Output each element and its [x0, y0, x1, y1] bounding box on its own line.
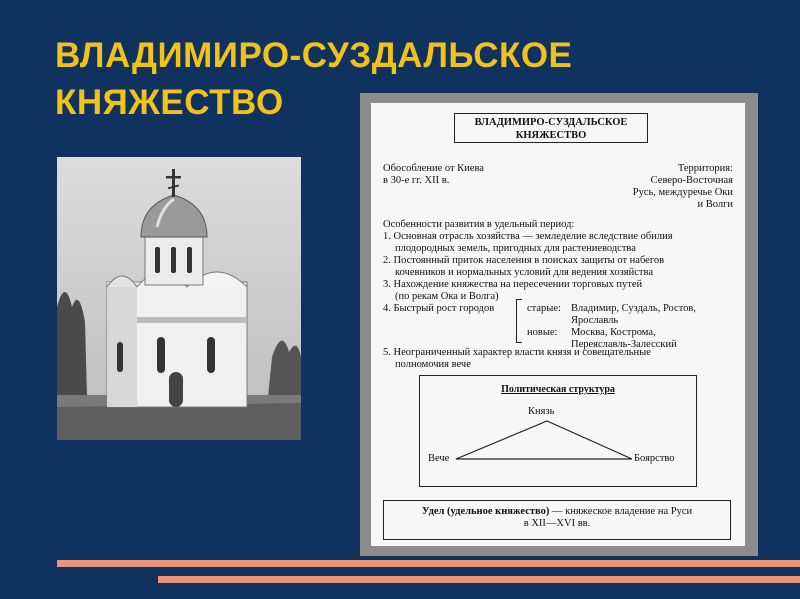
- territory-line-3: Русь, междуречье Оки: [632, 187, 733, 198]
- feature-4: 4. Быстрый рост городов: [383, 303, 495, 314]
- features-heading: Особенности развития в удельный период:: [383, 219, 575, 230]
- feature-3-line-1: 3. Нахождение княжества на пересечении торговых путей: [383, 279, 643, 290]
- territory-line-2: Северо-Восточная: [650, 175, 733, 186]
- new-cities-label: новые:: [527, 327, 558, 338]
- cities-brace-line: [516, 299, 517, 343]
- old-cities: [571, 303, 696, 327]
- definition-line-2: в XII—XVI вв.: [523, 518, 591, 529]
- definition-text: — княжеское владение на Руси: [549, 506, 693, 517]
- political-structure-box: [419, 375, 697, 487]
- scheme-panel: [360, 93, 758, 556]
- scheme-sheet: [371, 103, 745, 546]
- territory-line-4: и Волги: [697, 199, 733, 210]
- feature-3-line-2: (по рекам Ока и Волга): [395, 291, 499, 302]
- feature-2-line-2: кочевников и нормальных условий для ведения хозяйства: [395, 267, 653, 278]
- bottom-stripe-upper: [57, 560, 800, 567]
- separation-line-2: в 30-е гг. XII в.: [383, 175, 450, 186]
- bottom-stripe-lower: [158, 576, 800, 583]
- scheme-header-line-1: ВЛАДИМИРО-СУЗДАЛЬСКОЕ: [474, 117, 628, 128]
- feature-5-line-1: 5. Неограниченный характер власти князя и совещательные: [383, 347, 651, 358]
- feature-1-line-1: 1. Основная отрасль хозяйства — земледелие вследствие обилия: [383, 231, 673, 242]
- scheme-header: [454, 113, 648, 143]
- title-line-2: КНЯЖЕСТВО: [55, 83, 284, 122]
- definition-term: Удел (удельное княжество): [421, 506, 550, 517]
- political-triangle: [420, 376, 698, 488]
- feature-1-line-2: плодородных земель, пригодных для растениеводства: [395, 243, 636, 254]
- old-cities-label: старые:: [527, 303, 561, 314]
- separation-text: [383, 163, 484, 187]
- territory-text: [561, 163, 733, 211]
- old-cities-line-2: Ярославль: [571, 315, 619, 326]
- boyars-label: Боярство: [634, 453, 675, 464]
- church-photo: [57, 157, 301, 440]
- cities-brace-top: [516, 299, 522, 300]
- territory-line-1: Территория:: [677, 163, 733, 174]
- political-structure-title: Политическая структура: [501, 384, 615, 395]
- veche-label: Вече: [428, 453, 450, 464]
- definition-box: [383, 500, 731, 540]
- separation-line-1: Обособление от Киева: [383, 163, 484, 174]
- feature-2-line-1: 2. Постоянный приток населения в поисках защиты от набегов: [383, 255, 665, 266]
- new-cities-line-2: Переяславль-Залесский: [571, 339, 677, 350]
- old-cities-line-1: Владимир, Суздаль, Ростов,: [571, 303, 696, 314]
- feature-5: [383, 347, 738, 371]
- cities-brace-bottom: [516, 342, 522, 343]
- scheme-header-line-2: КНЯЖЕСТВО: [515, 130, 587, 141]
- new-cities-line-1: Москва, Кострома,: [571, 327, 656, 338]
- prince-label: Князь: [528, 406, 555, 417]
- feature-5-line-2: полномочия вече: [395, 359, 471, 370]
- features-block: [383, 219, 738, 303]
- title-line-1: ВЛАДИМИРО-СУЗДАЛЬСКОЕ: [55, 36, 573, 75]
